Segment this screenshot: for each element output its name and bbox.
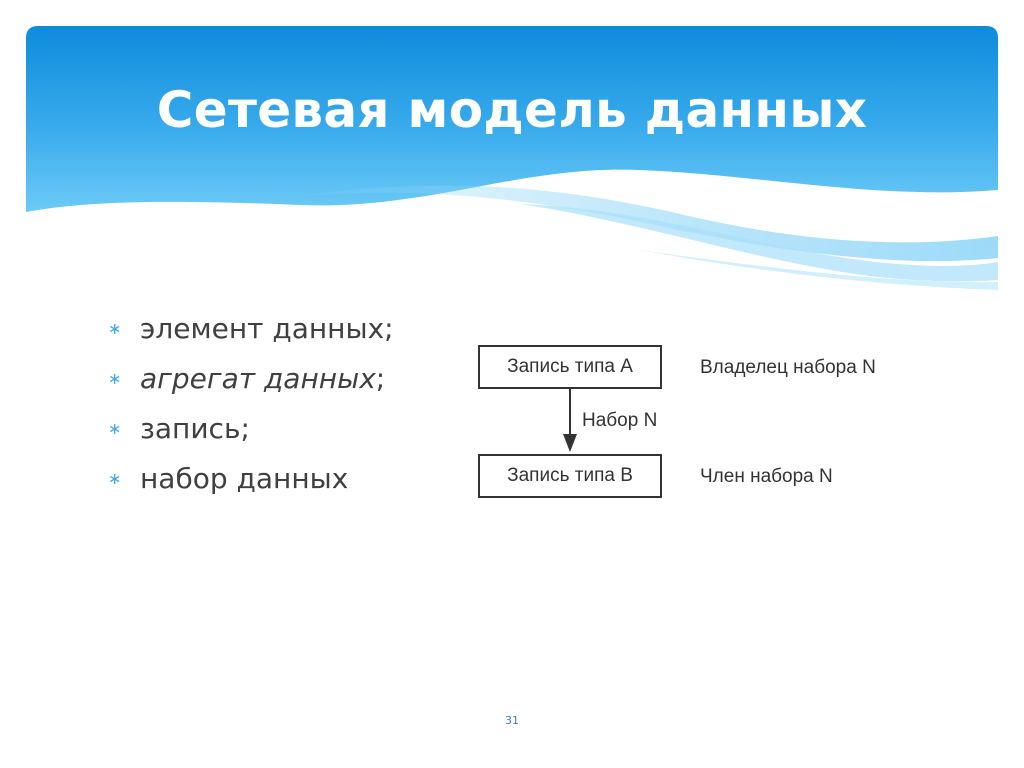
- asterisk-icon: ∗: [108, 469, 122, 488]
- bullet-item: [108, 404, 448, 454]
- bullet-list: [108, 304, 448, 504]
- bullet-text: запись;: [140, 412, 250, 445]
- record-type-b-box: Запись типа В: [478, 454, 662, 498]
- header-background: [0, 0, 1024, 300]
- bullet-suffix: ;: [375, 362, 386, 395]
- bullet-item: [108, 454, 448, 504]
- record-type-a-box: Запись типа А: [478, 345, 662, 389]
- network-model-diagram: [470, 330, 930, 520]
- slide-title: Сетевая модель данных: [156, 81, 868, 139]
- page-number: 31: [505, 714, 519, 727]
- bullet-text: [140, 354, 385, 404]
- bullet-item: [108, 354, 448, 404]
- bullet-text: элемент данных;: [140, 312, 394, 345]
- bullet-italic-text: агрегат данных: [140, 362, 376, 395]
- member-label: Член набора N: [700, 466, 833, 487]
- asterisk-icon: ∗: [108, 319, 122, 338]
- owner-label: Владелец набора N: [700, 357, 876, 378]
- bullet-item: [108, 304, 448, 354]
- asterisk-icon: ∗: [108, 419, 122, 438]
- arrow-head-icon: [563, 434, 577, 452]
- asterisk-icon: ∗: [108, 369, 122, 388]
- bullet-text: набор данных: [140, 462, 349, 495]
- set-label: Набор N: [582, 410, 658, 431]
